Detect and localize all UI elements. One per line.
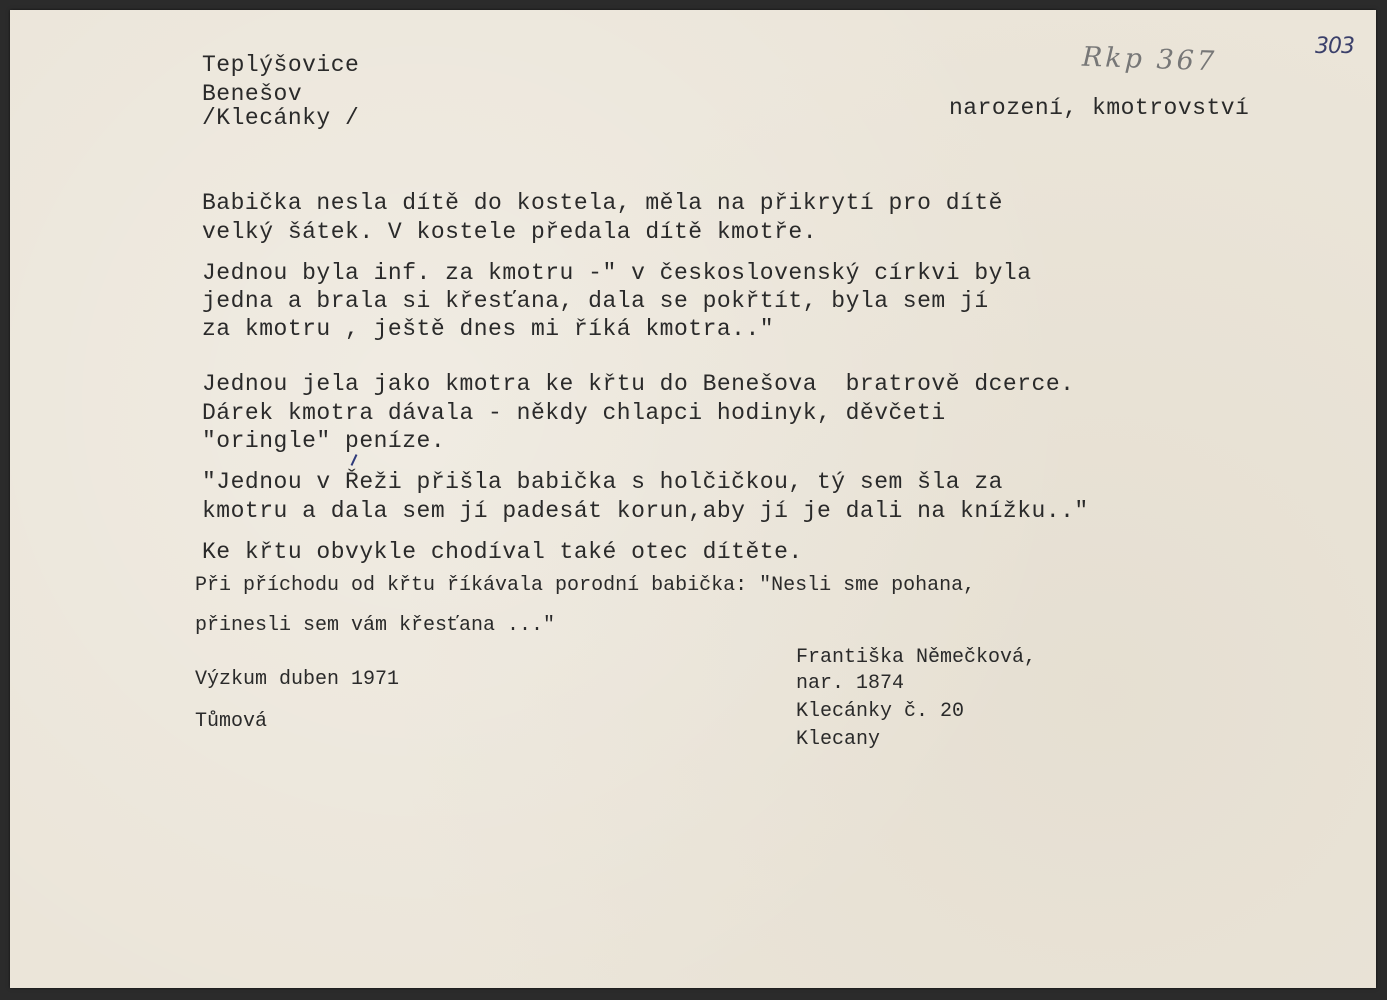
body-line: "oringle" peníze. — [202, 428, 446, 454]
body-line: kmotru a dala sem jí padesát korun,aby jí je dali na knížku.." — [202, 498, 1089, 524]
body-line: Ke křtu obvykle chodíval také otec dítěte. — [202, 539, 803, 565]
body-line: Babička nesla dítě do kostela, měla na přikrytí pro dítě — [202, 190, 1003, 216]
informant-line: nar. 1874 — [796, 672, 905, 695]
informant-line: Klecany — [796, 728, 881, 751]
archive-card — [10, 10, 1376, 988]
archive-signature: Rkp 367 — [1081, 41, 1218, 78]
quote-line: přinesli sem vám křesťana ..." — [195, 614, 556, 637]
location-line-3: /Klecánky / — [202, 105, 360, 131]
body-line: za kmotru , ještě dnes mi říká kmotra.." — [202, 316, 775, 342]
researcher-name: Tůmová — [195, 710, 268, 733]
body-line: Dárek kmotra dávala - někdy chlapci hodinyk, děvčeti — [202, 400, 946, 426]
research-date: Výzkum duben 1971 — [195, 668, 400, 691]
body-line: "Jednou v Řeži přišla babička s holčičkou, tý sem šla za — [202, 469, 1003, 495]
quote-line: Při příchodu od křtu říkávala porodní babička: "Nesli sme pohana, — [195, 574, 976, 597]
informant-line: Františka Němečková, — [796, 646, 1037, 669]
page-number: 303 — [1315, 34, 1354, 59]
body-line: Jednou byla inf. za kmotru -" v československý církvi byla — [202, 260, 1032, 286]
body-line: jedna a brala si křesťana, dala se pokřtít, byla sem jí — [202, 288, 989, 314]
informant-line: Klecánky č. 20 — [796, 700, 965, 723]
body-line: velký šátek. V kostele předala dítě kmotře. — [202, 219, 817, 245]
location-line-2: Benešov — [202, 81, 303, 107]
body-line: Jednou jela jako kmotra ke křtu do Benešova bratrově dcerce. — [202, 371, 1075, 397]
location-line-1: Teplýšovice — [202, 52, 360, 78]
topic-heading: narození, kmotrovství — [949, 95, 1250, 121]
